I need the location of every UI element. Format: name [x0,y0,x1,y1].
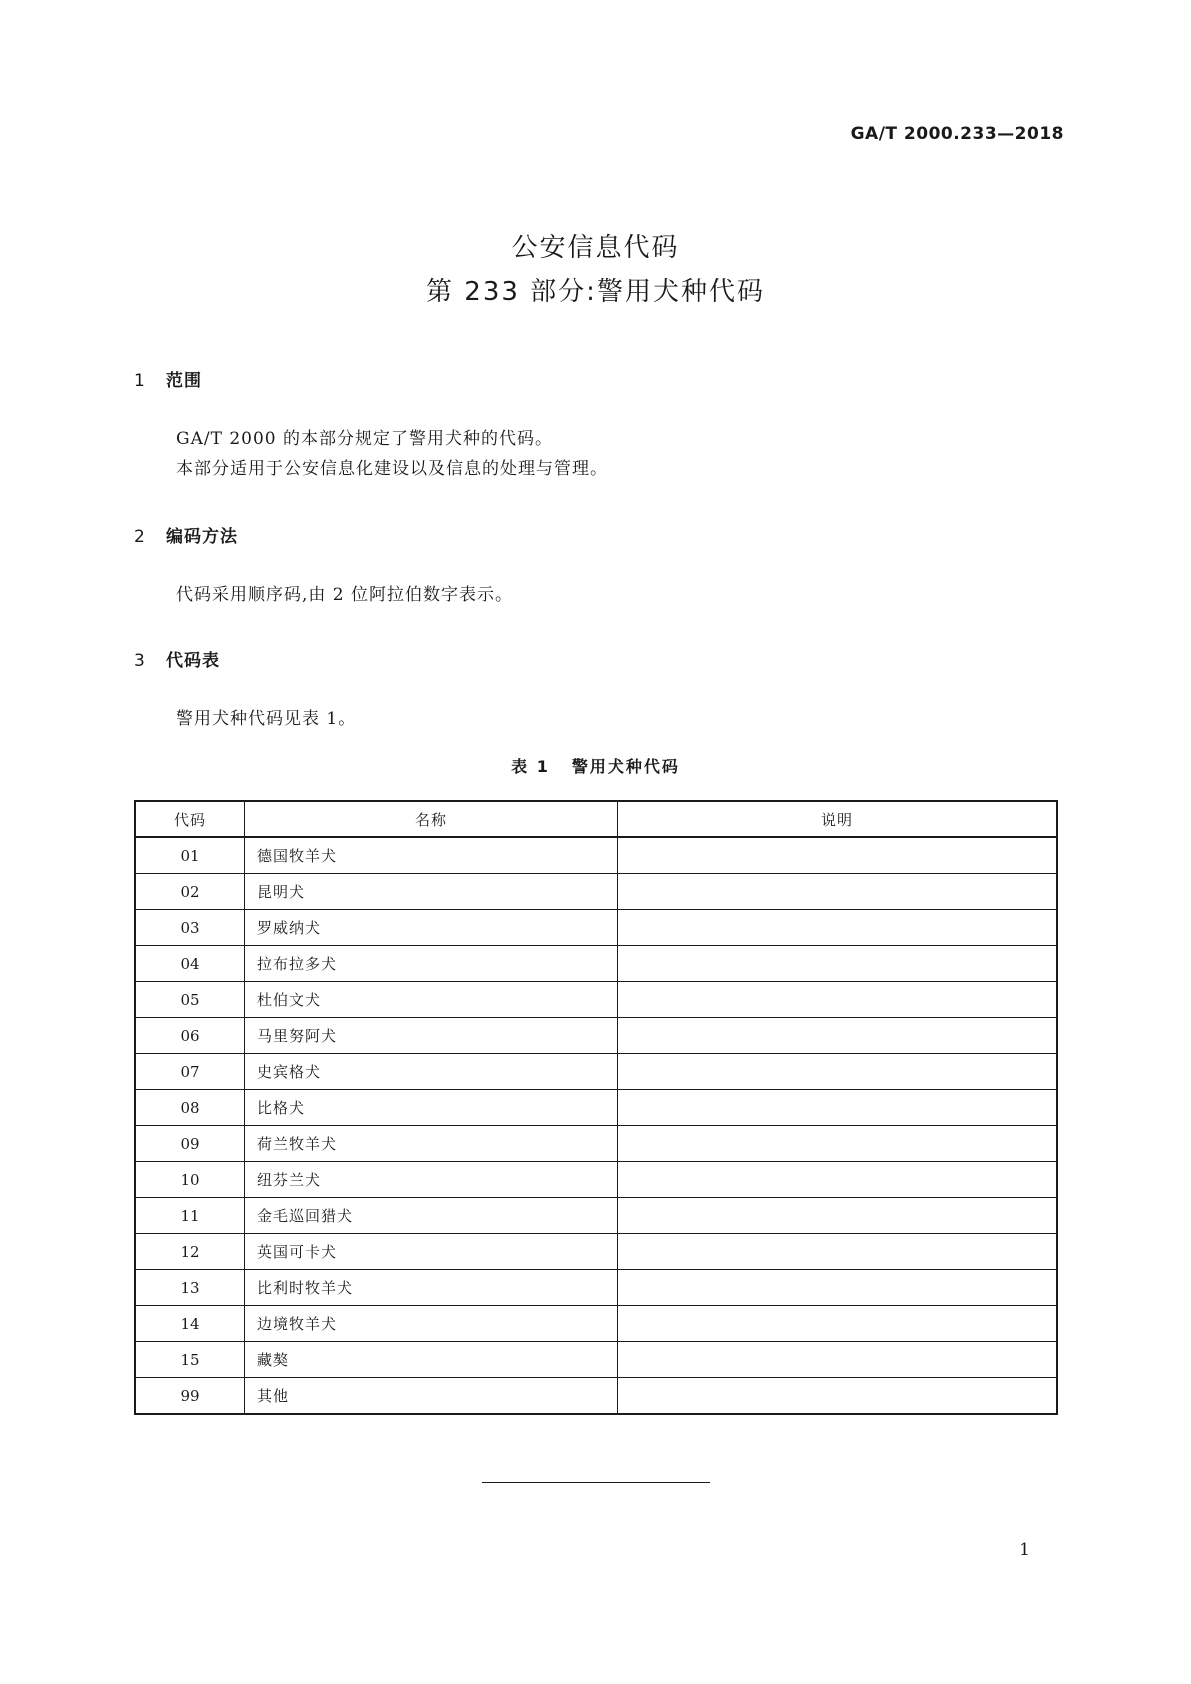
title-line-1: 公安信息代码 [511,233,680,263]
table-row [135,946,1057,982]
cell-name: 德国牧羊犬 [245,837,618,874]
section-number: 1 [134,371,146,391]
cell-name: 昆明犬 [245,874,618,910]
cell-name: 比利时牧羊犬 [245,1270,618,1306]
cell-name: 马里努阿犬 [245,1018,618,1054]
cell-name: 杜伯文犬 [245,982,618,1018]
table-caption-title: 警用犬种代码 [571,757,680,776]
cell-code: 99 [135,1378,245,1415]
table-caption-number: 表 1 [511,757,550,776]
cell-description [618,874,1058,910]
cell-name: 藏獒 [245,1342,618,1378]
cell-description [618,1234,1058,1270]
column-header-description: 说明 [618,801,1058,837]
section-heading-code-table [134,646,220,671]
cell-name: 荷兰牧羊犬 [245,1126,618,1162]
document-title [0,226,1191,314]
section-title: 编码方法 [166,527,238,547]
section-title: 代码表 [166,651,220,671]
cell-code: 10 [135,1162,245,1198]
section-number: 3 [134,651,146,671]
table-header-row [135,801,1057,837]
table-row [135,1270,1057,1306]
cell-description [618,1342,1058,1378]
cell-name: 金毛巡回猎犬 [245,1198,618,1234]
cell-description [618,837,1058,874]
cell-name: 史宾格犬 [245,1054,618,1090]
table-row [135,1162,1057,1198]
cell-code: 06 [135,1018,245,1054]
cell-name: 罗威纳犬 [245,910,618,946]
page-number: 1 [1019,1540,1030,1560]
section-title: 范围 [166,371,202,391]
section-coding-method-body [176,580,513,610]
cell-code: 08 [135,1090,245,1126]
table-row [135,982,1057,1018]
cell-name: 比格犬 [245,1090,618,1126]
standard-code: GA/T 2000.233—2018 [850,124,1064,144]
cell-description [618,1162,1058,1198]
section-number: 2 [134,527,146,547]
paragraph: 警用犬种代码见表 1。 [176,709,357,729]
cell-code: 04 [135,946,245,982]
cell-description [618,910,1058,946]
table-row [135,1234,1057,1270]
cell-code: 15 [135,1342,245,1378]
cell-name: 纽芬兰犬 [245,1162,618,1198]
cell-code: 03 [135,910,245,946]
paragraph: GA/T 2000 的本部分规定了警用犬种的代码。 [176,429,553,449]
cell-description [618,946,1058,982]
column-header-name: 名称 [245,801,618,837]
table-row [135,1306,1057,1342]
cell-name: 边境牧羊犬 [245,1306,618,1342]
table-row [135,1126,1057,1162]
table-row [135,1342,1057,1378]
cell-code: 11 [135,1198,245,1234]
cell-code: 12 [135,1234,245,1270]
table-row [135,874,1057,910]
section-scope-body [176,424,608,484]
cell-name: 英国可卡犬 [245,1234,618,1270]
cell-code: 05 [135,982,245,1018]
cell-description [618,1090,1058,1126]
cell-description [618,1018,1058,1054]
table-row [135,1018,1057,1054]
title-line-2: 第 233 部分:警用犬种代码 [426,277,765,307]
cell-description [618,1126,1058,1162]
cell-description [618,1198,1058,1234]
cell-code: 13 [135,1270,245,1306]
section-heading-coding-method [134,522,238,547]
table-row [135,1054,1057,1090]
cell-code: 01 [135,837,245,874]
paragraph: 代码采用顺序码,由 2 位阿拉伯数字表示。 [176,585,514,605]
cell-code: 14 [135,1306,245,1342]
table-caption [0,754,1191,777]
table-row [135,1090,1057,1126]
code-table [134,800,1058,1415]
cell-description [618,1378,1058,1415]
table-row [135,1378,1057,1415]
cell-description [618,1054,1058,1090]
paragraph: 本部分适用于公安信息化建设以及信息的处理与管理。 [176,459,608,479]
cell-name: 拉布拉多犬 [245,946,618,982]
cell-code: 07 [135,1054,245,1090]
cell-name: 其他 [245,1378,618,1415]
table-row [135,910,1057,946]
cell-description [618,1306,1058,1342]
table-row [135,1198,1057,1234]
section-heading-scope [134,366,202,391]
cell-description [618,1270,1058,1306]
section-code-table-body [176,704,356,734]
cell-description [618,982,1058,1018]
table-row [135,837,1057,874]
column-header-code: 代码 [135,801,245,837]
cell-code: 09 [135,1126,245,1162]
cell-code: 02 [135,874,245,910]
end-of-document-rule [482,1482,710,1483]
